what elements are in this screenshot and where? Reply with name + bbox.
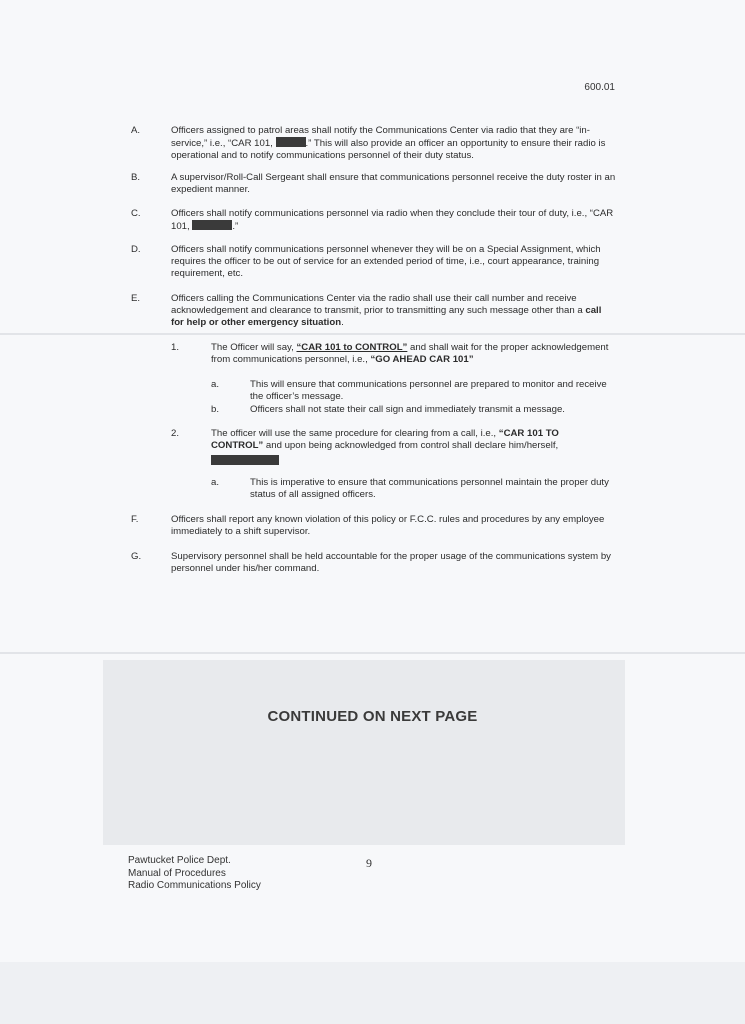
footer-line: Radio Communications Policy (128, 880, 261, 891)
item-text: Officers assigned to patrol areas shall notify the Communications Center via radio that they are “in-service,” i.e., “CAR 101, .” This will also provide an officer an opportunity to ensure their radio is operational and to notify communications personnel of their duty status. (171, 125, 606, 161)
item-letter: G. (131, 551, 142, 562)
item-text: A supervisor/Roll-Call Sergeant shall ensure that communications personnel receive the duty roster in an expedient manner. (171, 172, 616, 195)
item-letter: B. (131, 172, 141, 183)
item-text: Supervisory personnel shall be held accountable for the proper usage of the communications system by personnel under his/her command. (171, 551, 611, 574)
page-number: 9 (366, 856, 372, 870)
item-letter: C. (131, 208, 141, 219)
scan-background (0, 962, 745, 1024)
footer-line: Pawtucket Police Dept. (128, 855, 231, 866)
continued-heading: CONTINUED ON NEXT PAGE (267, 708, 478, 725)
item-text: Officers calling the Communications Center via the radio shall use their call number and receive acknowledgement and clearance to transmit, prior to transmitting any such message other than a call for help or other emergency situation. (171, 293, 602, 328)
item-letter: D. (131, 244, 141, 255)
item-text: Officers shall notify communications personnel via radio when they conclude their tour of duty, i.e., “CAR 101, .” (171, 208, 614, 232)
footer-line: Manual of Procedures (128, 867, 226, 879)
item-letter: E. (131, 293, 141, 304)
redaction (192, 220, 232, 230)
document-number: 600.01 (584, 82, 615, 93)
redaction (276, 137, 306, 147)
subsection-number: 2. (171, 428, 180, 439)
fold-line (0, 652, 745, 654)
item-letter: F. (131, 514, 139, 525)
subsection-number: 1. (171, 342, 180, 353)
item-text: Officers shall notify communications personnel whenever they will be on a Special Assignment, which requires the officer to be out of service for an extended period of time, i.e., court appearance, training requirement, etc. (171, 244, 601, 279)
subsection-text: The Officer will say, “CAR 101 to CONTROL” and shall wait for the proper acknowledgement from communications personnel, i.e., “GO AHEAD CAR 101” (211, 342, 609, 365)
fold-line (0, 333, 745, 335)
item-letter: A. (131, 125, 141, 136)
subsection-text: The officer will use the same procedure for clearing from a call, i.e., “CAR 101 TO CONTROL” and upon being acknowledged from control shall declare him/herself, (211, 428, 611, 468)
continued-box (103, 660, 625, 845)
redaction (211, 455, 279, 465)
footer (128, 855, 261, 893)
item-text: Officers shall report any known violation of this policy or F.C.C. rules and procedures by any employee immediately to a shift supervisor. (171, 514, 605, 537)
